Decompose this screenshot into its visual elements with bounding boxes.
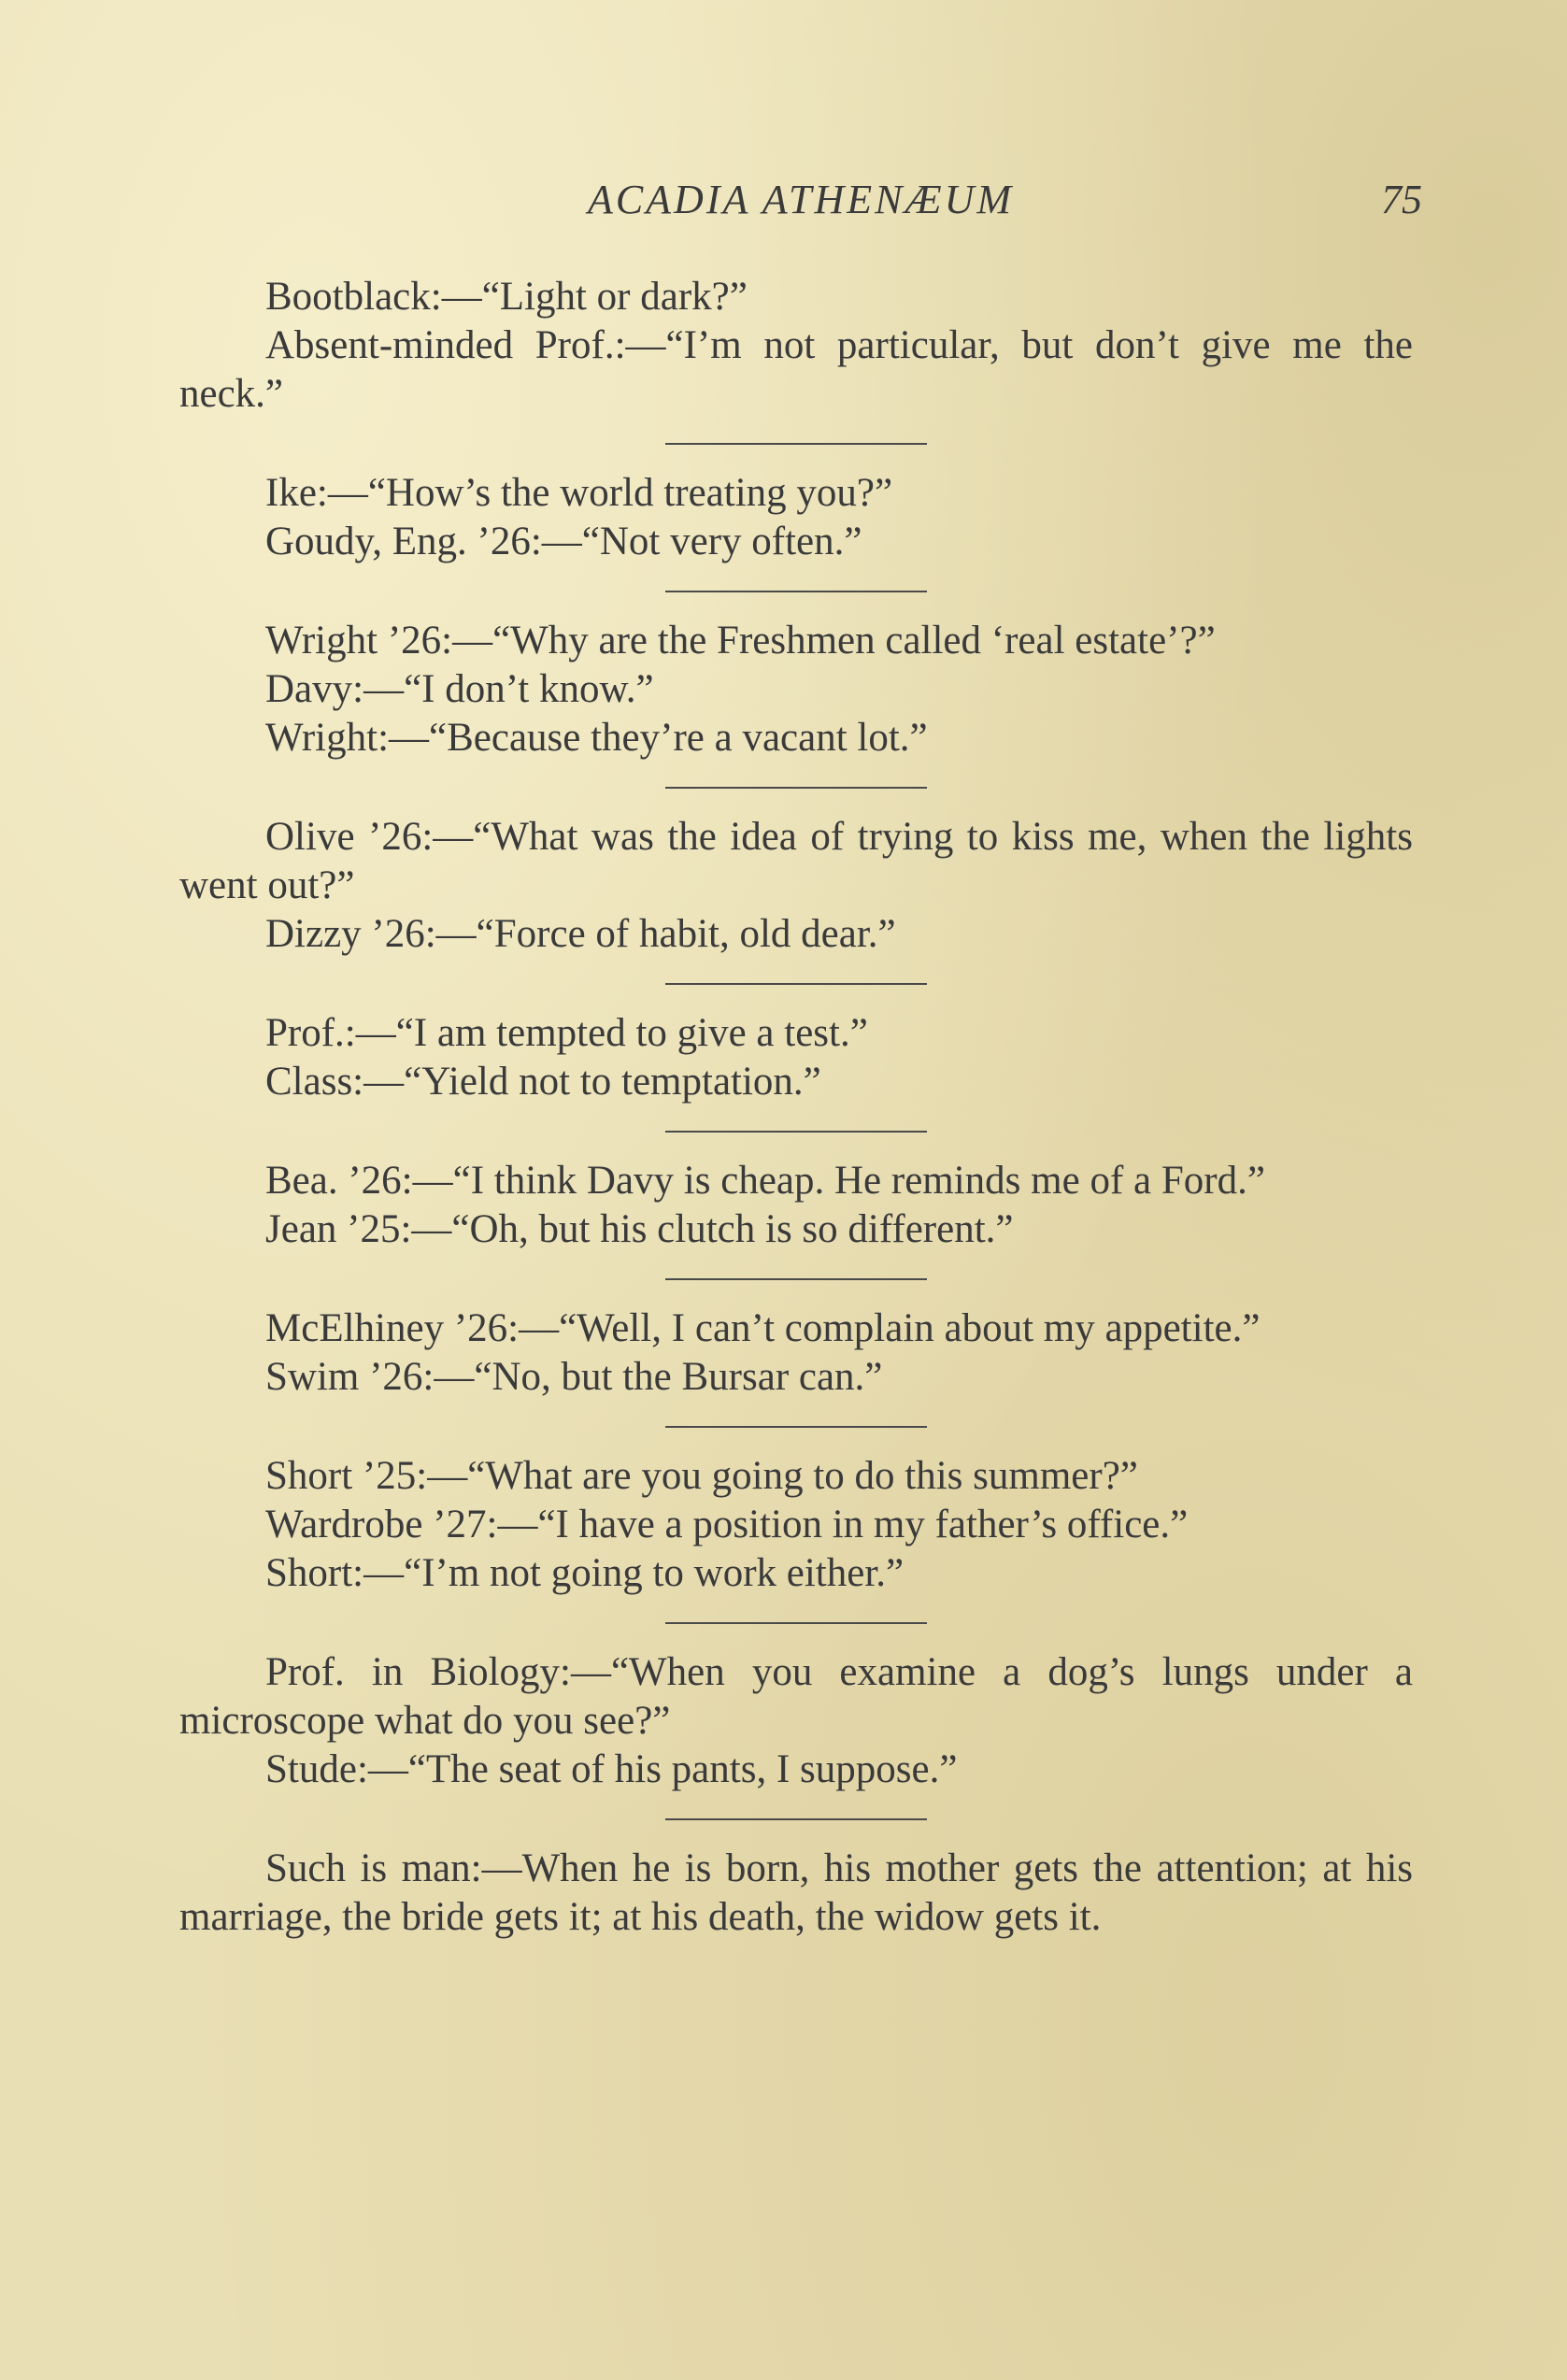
- section-divider: [665, 787, 927, 789]
- section-divider: [665, 1278, 927, 1280]
- joke-line: Jean ’25:—“Oh, but his clutch is so different.”: [265, 1207, 1014, 1251]
- joke-line: Short:—“I’m not going to work either.”: [265, 1551, 905, 1595]
- joke-line: Wardrobe ’27:—“I have a position in my father’s office.”: [265, 1503, 1189, 1546]
- joke-block: [179, 469, 1413, 566]
- joke-line: Ike:—“How’s the world treating you?”: [265, 471, 893, 515]
- joke-line: Goudy, Eng. ’26:—“Not very often.”: [265, 520, 862, 563]
- joke-block: [179, 1157, 1413, 1254]
- section-divider: [665, 1622, 927, 1624]
- joke-line: Dizzy ’26:—“Force of habit, old dear.”: [265, 912, 896, 956]
- joke-line: Bea. ’26:—“I think Davy is cheap. He reminds me of a Ford.”: [265, 1159, 1265, 1203]
- joke-block: [179, 1845, 1413, 1942]
- joke-line: Stude:—“The seat of his pants, I suppose.”: [265, 1747, 958, 1791]
- journal-title: ACADIA ATHENÆUM: [587, 177, 1015, 222]
- joke-block: [179, 273, 1413, 419]
- section-divider: [665, 1131, 927, 1133]
- joke-line: Prof.:—“I am tempted to give a test.”: [265, 1011, 868, 1055]
- joke-line: Davy:—“I don’t know.”: [265, 667, 654, 711]
- joke-line: Swim ’26:—“No, but the Bursar can.”: [265, 1355, 883, 1399]
- joke-line: Short ’25:—“What are you going to do this summer?”: [265, 1454, 1138, 1498]
- section-divider: [665, 443, 927, 445]
- joke-block: [179, 1304, 1413, 1402]
- joke-line: Prof. in Biology:—“When you examine a dog’s lungs under a microscope what do you see?”: [179, 1650, 1413, 1743]
- joke-line: Bootblack:—“Light or dark?”: [265, 275, 748, 319]
- joke-line: Class:—“Yield not to temptation.”: [265, 1060, 821, 1104]
- section-divider: [665, 1426, 927, 1428]
- page-number: 75: [1381, 177, 1422, 222]
- joke-block: [179, 1009, 1413, 1106]
- section-divider: [665, 1818, 927, 1820]
- joke-line: Wright ’26:—“Why are the Freshmen called ‘real estate’?”: [265, 619, 1216, 663]
- joke-line: Absent-minded Prof.:—“I’m not particular, but don’t give me the neck.”: [179, 323, 1413, 416]
- joke-block: [179, 1648, 1413, 1794]
- joke-block: [179, 813, 1413, 959]
- joke-line: Olive ’26:—“What was the idea of trying to kiss me, when the lights went out?”: [179, 815, 1413, 907]
- jokes-column: [179, 273, 1413, 1942]
- joke-block: [179, 617, 1413, 762]
- joke-line: Wright:—“Because they’re a vacant lot.”: [265, 716, 928, 760]
- joke-line: McElhiney ’26:—“Well, I can’t complain about my appetite.”: [265, 1306, 1261, 1350]
- section-divider: [665, 591, 927, 592]
- joke-line: Such is man:—When he is born, his mother gets the attention; at his marriage, the bride gets it; at his death, the widow gets it.: [179, 1846, 1413, 1939]
- joke-block: [179, 1452, 1413, 1598]
- running-header: [179, 176, 1422, 232]
- section-divider: [665, 983, 927, 985]
